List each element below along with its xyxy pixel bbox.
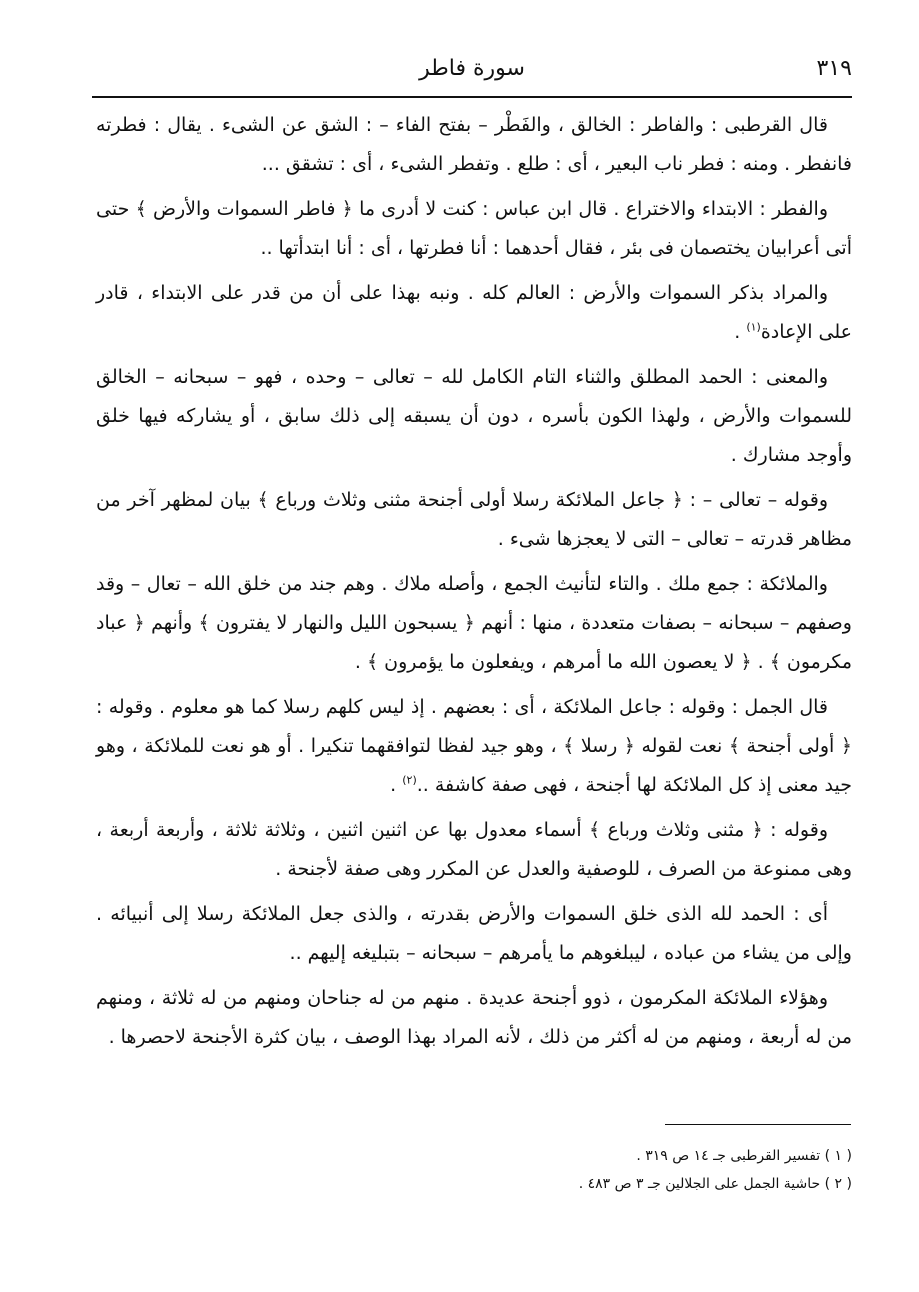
footnote-ref-1[interactable]: (١) [746, 320, 761, 334]
paragraph-8: وقوله : ﴿ مثنى وثلاث ورباع ﴾ أسماء معدول بها عن اثنين اثنين ، وثلاثة ثلاثة ، وأربعة أربعة ، وهى ممنوعة من الصرف ، للوصفية والعدل عن المكرر وهى صفة لأجنحة . [96, 819, 852, 880]
paragraph-6: والملائكة : جمع ملك . والتاء لتأنيث الجمع ، وأصله ملاك . وهم جند من خلق الله – تعال – وقد وصفهم – سبحانه – بصفات متعددة ، منها : أنهم ﴿ يسبحون الليل والنهار لا يفترون ﴾ وأنهم ﴿ عباد مكرمون ﴾ . ﴿ لا يعصون الله ما أمرهم ، ويفعلون ما يؤمرون ﴾ . [96, 573, 852, 673]
paragraph-3-text: والمراد بذكر السموات والأرض : العالم كله . ونبه بهذا على أن من قدر على الابتداء ، قادر على الإعادة [96, 282, 852, 343]
paragraph-7-end: . [390, 774, 403, 796]
footnote-rule [665, 1124, 851, 1125]
paragraph-4: والمعنى : الحمد المطلق والثناء التام الكامل لله – تعالى – وحده ، فهو – سبحانه – الخالق للسموات والأرض ، ولهذا الكون بأسره ، دون أن يسبقه إلى ذلك سابق ، أو يشاركه فيها خلق وأوجد مشارك . [96, 366, 852, 466]
paragraph-5: وقوله – تعالى – : ﴿ جاعل الملائكة رسلا أولى أجنحة مثنى وثلاث ورباع ﴾ بيان لمظهر آخر من مظاهر قدرته – تعالى – التى لا يعجزها شىء . [96, 489, 852, 550]
surah-title: سورة فاطر [419, 56, 525, 81]
page-header [92, 52, 852, 92]
paragraph-2: والفطر : الابتداء والاختراع . قال ابن عباس : كنت لا أدرى ما ﴿ فاطر السموات والأرض ﴾ حتى أتى أعرابيان يختصمان فى بئر ، فقال أحدهما : أنا فطرتها ، أى : أنا ابتدأتها .. [96, 198, 852, 259]
footnote-1: ( ١ ) تفسير القرطبى جـ ١٤ ص ٣١٩ . [636, 1148, 852, 1164]
header-rule [92, 96, 852, 98]
footnote-ref-2[interactable]: (٢) [402, 773, 417, 787]
paragraph-10: وهؤلاء الملائكة المكرمون ، ذوو أجنحة عديدة . منهم من له جناحان ومنهم من له ثلاثة ، ومنهم من له أربعة ، ومنهم من له أكثر من ذلك ، لأنه المراد بهذا الوصف ، بيان كثرة الأجنحة لاحصرها . [96, 987, 852, 1048]
paragraph-9: أى : الحمد لله الذى خلق السموات والأرض بقدرته ، والذى جعل الملائكة رسلا إلى أنبيائه . وإلى من يشاء من عباده ، ليبلغوهم ما يأمرهم – سبحانه – بتبليغه إليهم .. [96, 903, 852, 964]
page-number: ٣١٩ [816, 56, 852, 81]
paragraph-1: قال القرطبى : والفاطر : الخالق ، والفَطْر – بفتح الفاء – : الشق عن الشىء . يقال : فطرته فانفطر . ومنه : فطر ناب البعير ، أى : طلع . وتفطر الشىء ، أى : تشقق ... [96, 114, 852, 175]
body-text [96, 106, 852, 1063]
footnote-2: ( ٢ ) حاشية الجمل على الجلالين جـ ٣ ص ٤٨٣ . [578, 1176, 852, 1192]
paragraph-7 [96, 688, 852, 805]
paragraph-3 [96, 274, 852, 352]
footnotes [96, 1142, 852, 1198]
paragraph-3-end: . [734, 321, 747, 343]
paragraph-7-text: قال الجمل : وقوله : جاعل الملائكة ، أى : بعضهم . إذ ليس كلهم رسلا كما هو معلوم . وقوله : ﴿ أولى أجنحة ﴾ نعت لقوله ﴿ رسلا ﴾ ، وهو جيد لفظا لتوافقهما تنكيرا . أو هو نعت للملائكة ، وهو جيد معنى إذ كل الملائكة لها أجنحة ، فهى صفة كاشفة .. [96, 696, 852, 796]
